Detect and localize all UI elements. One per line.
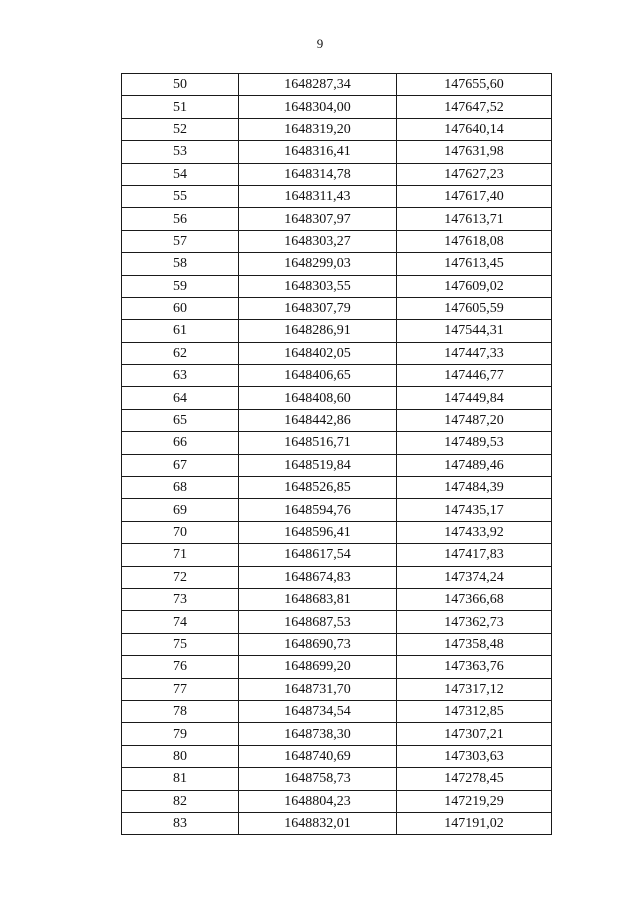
table-row <box>122 297 552 319</box>
point-number-cell: 63 <box>122 365 239 387</box>
y-coordinate-cell: 147640,14 <box>397 118 552 140</box>
y-coordinate-cell: 147446,77 <box>397 365 552 387</box>
x-coordinate-cell: 1648286,91 <box>239 320 397 342</box>
y-coordinate-cell: 147191,02 <box>397 812 552 834</box>
point-number-cell: 75 <box>122 633 239 655</box>
point-number-cell: 68 <box>122 477 239 499</box>
x-coordinate-cell: 1648311,43 <box>239 185 397 207</box>
y-coordinate-cell: 147647,52 <box>397 96 552 118</box>
table-row <box>122 790 552 812</box>
x-coordinate-cell: 1648674,83 <box>239 566 397 588</box>
table-row <box>122 163 552 185</box>
y-coordinate-cell: 147605,59 <box>397 297 552 319</box>
table-row <box>122 611 552 633</box>
x-coordinate-cell: 1648303,55 <box>239 275 397 297</box>
table-row <box>122 208 552 230</box>
page-number: 9 <box>316 36 324 51</box>
y-coordinate-cell: 147219,29 <box>397 790 552 812</box>
table-row <box>122 230 552 252</box>
x-coordinate-cell: 1648738,30 <box>239 723 397 745</box>
table-row <box>122 320 552 342</box>
y-coordinate-cell: 147627,23 <box>397 163 552 185</box>
x-coordinate-cell: 1648304,00 <box>239 96 397 118</box>
y-coordinate-cell: 147655,60 <box>397 74 552 96</box>
y-coordinate-cell: 147358,48 <box>397 633 552 655</box>
table-row <box>122 185 552 207</box>
table-row <box>122 365 552 387</box>
x-coordinate-cell: 1648758,73 <box>239 768 397 790</box>
point-number-cell: 59 <box>122 275 239 297</box>
table-row <box>122 118 552 140</box>
table-row <box>122 432 552 454</box>
y-coordinate-cell: 147487,20 <box>397 409 552 431</box>
point-number-cell: 70 <box>122 521 239 543</box>
table-row <box>122 678 552 700</box>
y-coordinate-cell: 147449,84 <box>397 387 552 409</box>
point-number-cell: 58 <box>122 253 239 275</box>
point-number-cell: 52 <box>122 118 239 140</box>
x-coordinate-cell: 1648303,27 <box>239 230 397 252</box>
point-number-cell: 62 <box>122 342 239 364</box>
y-coordinate-cell: 147278,45 <box>397 768 552 790</box>
point-number-cell: 55 <box>122 185 239 207</box>
table-row <box>122 387 552 409</box>
y-coordinate-cell: 147484,39 <box>397 477 552 499</box>
table-row <box>122 409 552 431</box>
x-coordinate-cell: 1648406,65 <box>239 365 397 387</box>
y-coordinate-cell: 147613,45 <box>397 253 552 275</box>
x-coordinate-cell: 1648804,23 <box>239 790 397 812</box>
table-row <box>122 141 552 163</box>
table-row <box>122 723 552 745</box>
x-coordinate-cell: 1648594,76 <box>239 499 397 521</box>
y-coordinate-cell: 147544,31 <box>397 320 552 342</box>
x-coordinate-cell: 1648516,71 <box>239 432 397 454</box>
table-row <box>122 253 552 275</box>
y-coordinate-cell: 147312,85 <box>397 700 552 722</box>
point-number-cell: 56 <box>122 208 239 230</box>
y-coordinate-cell: 147613,71 <box>397 208 552 230</box>
y-coordinate-cell: 147433,92 <box>397 521 552 543</box>
point-number-cell: 78 <box>122 700 239 722</box>
point-number-cell: 72 <box>122 566 239 588</box>
y-coordinate-cell: 147631,98 <box>397 141 552 163</box>
table-row <box>122 700 552 722</box>
table-row <box>122 499 552 521</box>
point-number-cell: 60 <box>122 297 239 319</box>
point-number-cell: 77 <box>122 678 239 700</box>
x-coordinate-cell: 1648442,86 <box>239 409 397 431</box>
x-coordinate-cell: 1648734,54 <box>239 700 397 722</box>
point-number-cell: 51 <box>122 96 239 118</box>
point-number-cell: 69 <box>122 499 239 521</box>
x-coordinate-cell: 1648314,78 <box>239 163 397 185</box>
coordinates-table-body <box>122 74 552 835</box>
point-number-cell: 80 <box>122 745 239 767</box>
table-row <box>122 477 552 499</box>
point-number-cell: 65 <box>122 409 239 431</box>
y-coordinate-cell: 147307,21 <box>397 723 552 745</box>
table-row <box>122 544 552 566</box>
x-coordinate-cell: 1648526,85 <box>239 477 397 499</box>
point-number-cell: 64 <box>122 387 239 409</box>
table-row <box>122 74 552 96</box>
y-coordinate-cell: 147609,02 <box>397 275 552 297</box>
table-row <box>122 566 552 588</box>
table-row <box>122 656 552 678</box>
point-number-cell: 74 <box>122 611 239 633</box>
x-coordinate-cell: 1648408,60 <box>239 387 397 409</box>
point-number-cell: 71 <box>122 544 239 566</box>
x-coordinate-cell: 1648402,05 <box>239 342 397 364</box>
table-row <box>122 275 552 297</box>
y-coordinate-cell: 147435,17 <box>397 499 552 521</box>
x-coordinate-cell: 1648596,41 <box>239 521 397 543</box>
table-row <box>122 812 552 834</box>
x-coordinate-cell: 1648299,03 <box>239 253 397 275</box>
y-coordinate-cell: 147489,53 <box>397 432 552 454</box>
x-coordinate-cell: 1648731,70 <box>239 678 397 700</box>
y-coordinate-cell: 147363,76 <box>397 656 552 678</box>
point-number-cell: 66 <box>122 432 239 454</box>
point-number-cell: 79 <box>122 723 239 745</box>
point-number-cell: 83 <box>122 812 239 834</box>
coordinates-table <box>121 73 552 835</box>
x-coordinate-cell: 1648307,97 <box>239 208 397 230</box>
y-coordinate-cell: 147417,83 <box>397 544 552 566</box>
y-coordinate-cell: 147317,12 <box>397 678 552 700</box>
point-number-cell: 61 <box>122 320 239 342</box>
x-coordinate-cell: 1648617,54 <box>239 544 397 566</box>
y-coordinate-cell: 147618,08 <box>397 230 552 252</box>
y-coordinate-cell: 147362,73 <box>397 611 552 633</box>
point-number-cell: 50 <box>122 74 239 96</box>
y-coordinate-cell: 147617,40 <box>397 185 552 207</box>
point-number-cell: 67 <box>122 454 239 476</box>
x-coordinate-cell: 1648699,20 <box>239 656 397 678</box>
y-coordinate-cell: 147366,68 <box>397 588 552 610</box>
table-row <box>122 96 552 118</box>
x-coordinate-cell: 1648287,34 <box>239 74 397 96</box>
table-row <box>122 521 552 543</box>
table-row <box>122 588 552 610</box>
point-number-cell: 53 <box>122 141 239 163</box>
point-number-cell: 76 <box>122 656 239 678</box>
x-coordinate-cell: 1648307,79 <box>239 297 397 319</box>
table-row <box>122 745 552 767</box>
point-number-cell: 54 <box>122 163 239 185</box>
point-number-cell: 57 <box>122 230 239 252</box>
x-coordinate-cell: 1648519,84 <box>239 454 397 476</box>
y-coordinate-cell: 147374,24 <box>397 566 552 588</box>
x-coordinate-cell: 1648316,41 <box>239 141 397 163</box>
x-coordinate-cell: 1648683,81 <box>239 588 397 610</box>
table-row <box>122 633 552 655</box>
y-coordinate-cell: 147303,63 <box>397 745 552 767</box>
point-number-cell: 81 <box>122 768 239 790</box>
y-coordinate-cell: 147489,46 <box>397 454 552 476</box>
x-coordinate-cell: 1648690,73 <box>239 633 397 655</box>
point-number-cell: 82 <box>122 790 239 812</box>
table-row <box>122 768 552 790</box>
x-coordinate-cell: 1648687,53 <box>239 611 397 633</box>
x-coordinate-cell: 1648319,20 <box>239 118 397 140</box>
point-number-cell: 73 <box>122 588 239 610</box>
y-coordinate-cell: 147447,33 <box>397 342 552 364</box>
x-coordinate-cell: 1648832,01 <box>239 812 397 834</box>
table-row <box>122 342 552 364</box>
x-coordinate-cell: 1648740,69 <box>239 745 397 767</box>
table-row <box>122 454 552 476</box>
